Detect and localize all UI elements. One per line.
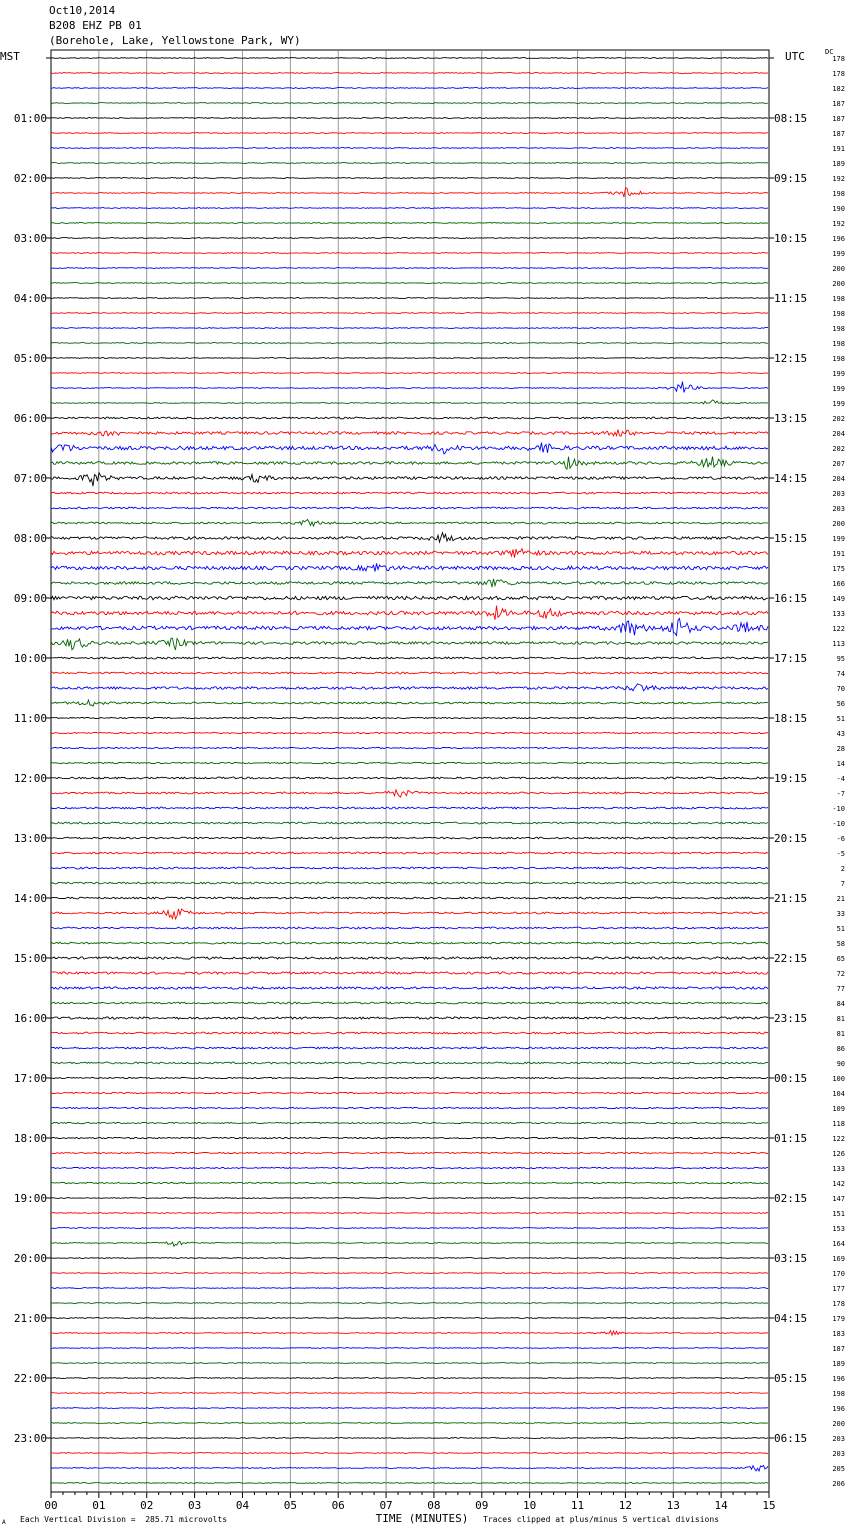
dc-offset-label: 81 xyxy=(836,1030,845,1038)
dc-offset-label: 207 xyxy=(832,460,845,468)
dc-offset-label: 199 xyxy=(832,535,845,543)
dc-offset-label: 33 xyxy=(836,910,845,918)
dc-offset-label: 189 xyxy=(832,160,845,168)
seismic-trace xyxy=(51,822,768,824)
dc-offset-label: -6 xyxy=(836,835,845,843)
seismic-trace xyxy=(51,430,768,437)
x-tick-label: 13 xyxy=(666,1499,680,1512)
seismic-trace xyxy=(51,1167,768,1168)
dc-offset-label: 147 xyxy=(832,1195,845,1203)
utc-hour-label: 00:15 xyxy=(774,1072,808,1085)
mst-hour-label: 18:00 xyxy=(13,1132,47,1145)
dc-offset-label: 203 xyxy=(832,1450,845,1458)
dc-offset-label: 14 xyxy=(836,760,845,768)
dc-offset-label: 58 xyxy=(836,940,845,948)
seismic-trace xyxy=(51,867,768,869)
dc-offset-label: 198 xyxy=(832,295,845,303)
dc-offset-label: 142 xyxy=(832,1180,845,1188)
seismic-trace xyxy=(51,520,768,527)
dc-offset-label: 196 xyxy=(832,1375,845,1383)
seismic-trace xyxy=(51,238,768,239)
dc-offset-label: 200 xyxy=(832,520,845,528)
utc-hour-label: 16:15 xyxy=(774,592,808,605)
seismic-trace xyxy=(51,1092,768,1093)
header-date: Oct10,2014 xyxy=(49,4,116,17)
mst-hour-label: 22:00 xyxy=(13,1372,47,1385)
dc-offset-label: 109 xyxy=(832,1105,845,1113)
dc-offset-label: 95 xyxy=(836,655,845,663)
mst-hour-label: 21:00 xyxy=(13,1312,47,1325)
dc-offset-label: 198 xyxy=(832,1390,845,1398)
x-tick-label: 01 xyxy=(92,1499,106,1512)
dc-offset-label: 199 xyxy=(832,250,845,258)
seismic-trace xyxy=(51,1303,768,1304)
dc-offset-label: 203 xyxy=(832,490,845,498)
seismic-trace xyxy=(51,606,768,620)
x-tick-label: 12 xyxy=(618,1499,633,1512)
seismic-trace xyxy=(51,313,768,314)
seismic-trace xyxy=(51,717,768,718)
dc-offset-label: -10 xyxy=(832,805,845,813)
seismic-trace xyxy=(51,1047,768,1049)
utc-hour-label: 05:15 xyxy=(774,1372,808,1385)
mst-hour-label: 19:00 xyxy=(13,1192,47,1205)
seismic-trace xyxy=(51,563,768,571)
seismic-trace xyxy=(51,400,768,404)
seismic-trace xyxy=(51,1107,768,1108)
dc-offset-label: 182 xyxy=(832,85,845,93)
seismic-trace xyxy=(51,807,768,809)
dc-offset-label: 205 xyxy=(832,1465,845,1473)
seismic-trace xyxy=(51,672,768,674)
dc-offset-label: 206 xyxy=(832,1480,845,1488)
dc-offset-label: 153 xyxy=(832,1225,845,1233)
dc-offset-label: 151 xyxy=(832,1210,845,1218)
dc-offset-label: 200 xyxy=(832,280,845,288)
mst-hour-label: 16:00 xyxy=(13,1012,47,1025)
seismic-trace xyxy=(51,1273,768,1274)
dc-offset-label: 51 xyxy=(836,715,845,723)
seismic-trace xyxy=(51,1453,768,1454)
x-tick-label: 02 xyxy=(140,1499,154,1512)
seismic-trace xyxy=(51,1363,768,1364)
utc-hour-label: 22:15 xyxy=(774,952,808,965)
seismic-trace xyxy=(51,103,768,104)
dc-offset-label: 175 xyxy=(832,565,845,573)
mst-hour-label: 17:00 xyxy=(13,1072,47,1085)
x-tick-label: 03 xyxy=(187,1499,202,1512)
seismic-trace xyxy=(51,897,768,899)
seismic-trace xyxy=(51,927,768,929)
utc-hour-label: 09:15 xyxy=(774,172,808,185)
mst-hour-label: 02:00 xyxy=(13,172,47,185)
dc-offset-label: 200 xyxy=(832,1420,845,1428)
dc-offset-label: 203 xyxy=(832,1435,845,1443)
mst-hour-label: 14:00 xyxy=(13,892,47,905)
utc-hour-label: 03:15 xyxy=(774,1252,808,1265)
dc-offset-label: 192 xyxy=(832,220,845,228)
mst-hour-label: 06:00 xyxy=(13,412,47,425)
mst-hour-label: 12:00 xyxy=(13,772,47,785)
seismic-trace xyxy=(51,987,768,989)
seismic-trace xyxy=(51,1228,768,1229)
seismic-trace xyxy=(51,1331,768,1335)
seismic-trace xyxy=(51,358,768,359)
dc-offset-label: -10 xyxy=(832,820,845,828)
seismic-trace xyxy=(51,1241,768,1246)
dc-offset-label: 202 xyxy=(832,445,845,453)
x-tick-label: 08 xyxy=(427,1499,441,1512)
seismic-trace xyxy=(51,1258,768,1259)
header-station: B208 EHZ PB 01 xyxy=(49,19,142,32)
dc-offset-label: 199 xyxy=(832,370,845,378)
mst-hour-label: 10:00 xyxy=(13,652,47,665)
seismic-trace xyxy=(51,882,768,884)
seismic-trace xyxy=(51,88,768,89)
seismic-trace xyxy=(51,457,768,470)
dc-offset-label: 118 xyxy=(832,1120,845,1128)
dc-offset-label: 21 xyxy=(836,895,845,903)
dc-offset-label: 200 xyxy=(832,265,845,273)
utc-hour-label: 01:15 xyxy=(774,1132,808,1145)
dc-offset-label: 126 xyxy=(832,1150,845,1158)
dc-offset-label: 65 xyxy=(836,955,845,963)
dc-offset-label: 179 xyxy=(832,1315,845,1323)
utc-hour-label: 10:15 xyxy=(774,232,808,245)
seismic-trace xyxy=(51,443,768,454)
seismic-trace xyxy=(51,684,768,691)
seismic-trace xyxy=(51,1062,768,1064)
x-tick-label: 04 xyxy=(235,1499,250,1512)
dc-offset-label: 51 xyxy=(836,925,845,933)
seismic-trace xyxy=(51,473,768,487)
seismic-trace xyxy=(51,732,768,733)
dc-offset-label: 122 xyxy=(832,1135,845,1143)
dc-offset-label: 104 xyxy=(832,1090,845,1098)
dc-offset-label: 100 xyxy=(832,1075,845,1083)
dc-offset-label: 198 xyxy=(832,190,845,198)
seismic-trace xyxy=(51,1438,768,1439)
dc-offset-label: 187 xyxy=(832,130,845,138)
seismic-trace xyxy=(51,1137,768,1138)
dc-offset-label: 166 xyxy=(832,580,845,588)
seismic-trace xyxy=(51,657,768,659)
seismic-trace xyxy=(51,1122,768,1123)
seismic-trace xyxy=(51,700,768,706)
dc-offset-label: 56 xyxy=(836,700,845,708)
dc-offset-label: 86 xyxy=(836,1045,845,1053)
mst-hour-label: 20:00 xyxy=(13,1252,47,1265)
seismic-trace xyxy=(51,1483,768,1484)
mst-hour-label: 04:00 xyxy=(13,292,47,305)
seismic-trace xyxy=(51,1393,768,1394)
dc-offset-label: 203 xyxy=(832,505,845,513)
seismic-trace xyxy=(51,942,768,944)
mst-hour-label: 13:00 xyxy=(13,832,47,845)
x-tick-label: 10 xyxy=(523,1499,537,1512)
dc-offset-label: 84 xyxy=(836,1000,845,1008)
dc-offset-label: 178 xyxy=(832,55,845,63)
x-tick-label: 15 xyxy=(762,1499,776,1512)
dc-offset-label: 90 xyxy=(836,1060,845,1068)
seismic-trace xyxy=(51,507,768,509)
utc-hour-label: 13:15 xyxy=(774,412,808,425)
seismic-trace xyxy=(51,1198,768,1199)
dc-label: DC xyxy=(825,48,834,56)
dc-offset-label: 72 xyxy=(836,970,845,978)
dc-offset-label: 187 xyxy=(832,100,845,108)
mst-hour-label: 03:00 xyxy=(13,232,47,245)
dc-offset-label: 178 xyxy=(832,70,845,78)
utc-hour-label: 19:15 xyxy=(774,772,808,785)
dc-offset-label: 198 xyxy=(832,310,845,318)
seismic-trace xyxy=(51,343,768,344)
seismic-trace xyxy=(51,1032,768,1034)
seismic-trace xyxy=(51,762,768,763)
dc-offset-label: 187 xyxy=(832,1345,845,1353)
vertical-division-note: Each Vertical Division = 285.71 microvolts xyxy=(20,1515,228,1524)
x-tick-label: 09 xyxy=(475,1499,489,1512)
dc-offset-label: 164 xyxy=(832,1240,845,1248)
x-tick-label: 14 xyxy=(714,1499,728,1512)
dc-offset-label: 2 xyxy=(840,865,845,873)
utc-hour-label: 11:15 xyxy=(774,292,808,305)
plot-frame xyxy=(51,50,769,1492)
seismic-trace xyxy=(51,1182,768,1183)
seismic-trace xyxy=(51,58,768,59)
dc-offset-label: 204 xyxy=(832,475,845,483)
seismic-trace xyxy=(51,1408,768,1409)
x-tick-label: 11 xyxy=(570,1499,585,1512)
dc-offset-label: 198 xyxy=(832,340,845,348)
dc-offset-label: 70 xyxy=(836,685,845,693)
seismic-trace xyxy=(51,1152,768,1153)
dc-offset-label: 204 xyxy=(832,430,845,438)
dc-offset-label: 191 xyxy=(832,145,845,153)
dc-offset-label: 199 xyxy=(832,400,845,408)
dc-offset-label: 177 xyxy=(832,1285,845,1293)
utc-hour-label: 15:15 xyxy=(774,532,808,545)
seismic-trace xyxy=(51,1002,768,1004)
seismic-trace xyxy=(51,596,768,600)
dc-offset-label: -4 xyxy=(836,775,845,783)
mst-hour-label: 11:00 xyxy=(13,712,47,725)
dc-offset-label: 196 xyxy=(832,235,845,243)
mst-hour-label: 01:00 xyxy=(13,112,47,125)
dc-offset-label: 196 xyxy=(832,1405,845,1413)
seismic-trace xyxy=(51,579,768,587)
seismic-trace xyxy=(51,638,768,650)
dc-offset-label: 77 xyxy=(836,985,845,993)
seismic-trace xyxy=(51,148,768,149)
utc-hour-label: 04:15 xyxy=(774,1312,808,1325)
dc-offset-label: 7 xyxy=(840,880,845,888)
seismic-trace xyxy=(51,253,768,254)
dc-offset-label: 183 xyxy=(832,1330,845,1338)
seismic-trace xyxy=(51,1213,768,1214)
utc-hour-label: 12:15 xyxy=(774,352,808,365)
x-axis-label: TIME (MINUTES) xyxy=(375,1512,469,1525)
seismic-trace xyxy=(51,852,768,854)
seismic-trace xyxy=(51,549,768,558)
dc-offset-label: 122 xyxy=(832,625,845,633)
seismic-trace xyxy=(51,492,768,494)
x-tick-label: 05 xyxy=(283,1499,297,1512)
dc-offset-label: 198 xyxy=(832,355,845,363)
utc-hour-label: 20:15 xyxy=(774,832,808,845)
utc-hour-label: 14:15 xyxy=(774,472,808,485)
mst-hour-label: 08:00 xyxy=(13,532,47,545)
seismic-trace xyxy=(51,133,768,134)
x-tick-label: 07 xyxy=(379,1499,393,1512)
utc-hour-label: 08:15 xyxy=(774,112,808,125)
seismic-trace xyxy=(51,283,768,284)
dc-offset-label: 190 xyxy=(832,205,845,213)
x-tick-label: 00 xyxy=(44,1499,58,1512)
seismic-trace xyxy=(51,178,768,179)
dc-offset-label: 133 xyxy=(832,610,845,618)
seismic-trace xyxy=(51,118,768,119)
seismic-trace xyxy=(51,618,768,635)
dc-offset-label: 202 xyxy=(832,415,845,423)
dc-offset-label: 113 xyxy=(832,640,845,648)
utc-hour-label: 06:15 xyxy=(774,1432,808,1445)
seismic-trace xyxy=(51,163,768,164)
mst-hour-label: 23:00 xyxy=(13,1432,47,1445)
dc-offset-label: 133 xyxy=(832,1165,845,1173)
dc-offset-label: 198 xyxy=(832,325,845,333)
seismic-trace xyxy=(51,73,768,74)
dc-offset-label: 169 xyxy=(832,1255,845,1263)
seismic-trace xyxy=(51,328,768,329)
mst-hour-label: 15:00 xyxy=(13,952,47,965)
seismic-trace xyxy=(51,208,768,209)
seismic-trace xyxy=(51,837,768,839)
seismic-trace xyxy=(51,373,768,374)
seismic-trace xyxy=(51,1077,768,1078)
dc-offset-label: 187 xyxy=(832,115,845,123)
seismic-trace xyxy=(51,223,768,224)
seismic-trace xyxy=(51,957,768,959)
left-zone-label: MST xyxy=(0,50,20,63)
utc-hour-label: 02:15 xyxy=(774,1192,808,1205)
seismic-trace xyxy=(51,1378,768,1379)
dc-offset-label: 189 xyxy=(832,1360,845,1368)
dc-offset-label: 149 xyxy=(832,595,845,603)
dc-offset-label: 28 xyxy=(836,745,845,753)
header-location: (Borehole, Lake, Yellowstone Park, WY) xyxy=(49,34,301,47)
seismic-trace xyxy=(51,1288,768,1289)
dc-offset-label: -7 xyxy=(836,790,845,798)
seismic-trace xyxy=(51,972,768,974)
mst-hour-label: 07:00 xyxy=(13,472,47,485)
scale-mark: A xyxy=(2,1519,6,1526)
utc-hour-label: 21:15 xyxy=(774,892,808,905)
utc-hour-label: 23:15 xyxy=(774,1012,808,1025)
seismic-trace xyxy=(51,1348,768,1349)
seismic-trace xyxy=(51,188,768,197)
mst-hour-label: 09:00 xyxy=(13,592,47,605)
seismic-trace xyxy=(51,909,768,919)
seismic-trace xyxy=(51,533,768,543)
utc-hour-label: 18:15 xyxy=(774,712,808,725)
dc-offset-label: -5 xyxy=(836,850,845,858)
seismic-trace xyxy=(51,382,768,393)
seismic-trace xyxy=(51,777,768,779)
seismic-trace xyxy=(51,747,768,748)
right-zone-label: UTC xyxy=(785,50,805,63)
dc-offset-label: 81 xyxy=(836,1015,845,1023)
mst-hour-label: 05:00 xyxy=(13,352,47,365)
dc-offset-label: 74 xyxy=(836,670,845,678)
dc-offset-label: 43 xyxy=(836,730,845,738)
seismic-trace xyxy=(51,268,768,269)
seismic-trace xyxy=(51,1017,768,1019)
seismic-trace xyxy=(51,790,768,797)
seismic-trace xyxy=(51,1318,768,1319)
seismic-trace xyxy=(51,417,768,419)
dc-offset-label: 170 xyxy=(832,1270,845,1278)
x-tick-label: 06 xyxy=(331,1499,345,1512)
dc-offset-label: 192 xyxy=(832,175,845,183)
seismic-trace xyxy=(51,1466,768,1472)
clip-note: Traces clipped at plus/minus 5 vertical divisions xyxy=(483,1515,720,1524)
seismic-trace xyxy=(51,298,768,299)
dc-offset-label: 178 xyxy=(832,1300,845,1308)
seismic-trace xyxy=(51,1423,768,1424)
utc-hour-label: 17:15 xyxy=(774,652,808,665)
dc-offset-label: 191 xyxy=(832,550,845,558)
dc-offset-label: 199 xyxy=(832,385,845,393)
